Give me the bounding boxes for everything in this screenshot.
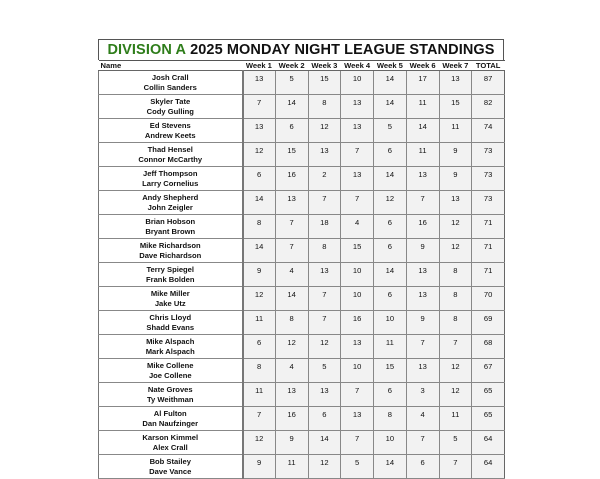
team-names bbox=[99, 95, 243, 119]
week-2-score: 7 bbox=[275, 215, 308, 239]
week-1-score: 11 bbox=[243, 311, 276, 335]
week-5-score: 6 bbox=[374, 287, 407, 311]
week-3-score: 18 bbox=[308, 215, 341, 239]
total-score: 82 bbox=[472, 95, 505, 119]
week-6-score: 13 bbox=[406, 287, 439, 311]
week-7-score: 9 bbox=[439, 167, 472, 191]
team-names bbox=[99, 287, 243, 311]
week-6-score: 13 bbox=[406, 263, 439, 287]
header-row bbox=[99, 61, 505, 71]
week-7-score: 12 bbox=[439, 383, 472, 407]
player-2-name: Connor McCarthy bbox=[138, 154, 203, 164]
week-6-score: 17 bbox=[406, 71, 439, 95]
week-7-score: 11 bbox=[439, 407, 472, 431]
week-3-score: 8 bbox=[308, 95, 341, 119]
player-1-name: Brian Hobson bbox=[145, 217, 196, 226]
week-2-score: 11 bbox=[275, 455, 308, 479]
total-score: 73 bbox=[472, 143, 505, 167]
week-6-score: 7 bbox=[406, 335, 439, 359]
week-1-score: 12 bbox=[243, 143, 276, 167]
team-names bbox=[99, 143, 243, 167]
table-row bbox=[99, 119, 505, 143]
week-1-score: 14 bbox=[243, 239, 276, 263]
table-row bbox=[99, 95, 505, 119]
week-1-score: 11 bbox=[243, 383, 276, 407]
player-2-name: Shadd Evans bbox=[146, 322, 195, 332]
week-7-score: 12 bbox=[439, 215, 472, 239]
week-2-score: 16 bbox=[275, 167, 308, 191]
week-3-score: 15 bbox=[308, 71, 341, 95]
week-7-score: 8 bbox=[439, 311, 472, 335]
week-5-score: 15 bbox=[374, 359, 407, 383]
week-2-score: 12 bbox=[275, 335, 308, 359]
team-names bbox=[99, 71, 243, 95]
week-5-score: 14 bbox=[374, 95, 407, 119]
week-4-score: 15 bbox=[341, 239, 374, 263]
week-5-score: 14 bbox=[374, 455, 407, 479]
player-1-name: Bob Stailey bbox=[149, 457, 191, 466]
player-2-name: Larry Cornelius bbox=[142, 178, 199, 188]
total-score: 74 bbox=[472, 119, 505, 143]
week-1-score: 14 bbox=[243, 191, 276, 215]
player-2-name: Dave Richardson bbox=[139, 250, 202, 260]
player-2-name: Mark Alspach bbox=[145, 346, 195, 356]
table-row bbox=[99, 407, 505, 431]
week-2-score: 6 bbox=[275, 119, 308, 143]
week-3-score: 13 bbox=[308, 143, 341, 167]
week-5-score: 5 bbox=[374, 119, 407, 143]
total-score: 64 bbox=[472, 455, 505, 479]
header-name: Name bbox=[99, 61, 243, 71]
player-1-name: Mike Miller bbox=[150, 289, 190, 298]
total-score: 65 bbox=[472, 383, 505, 407]
week-1-score: 13 bbox=[243, 119, 276, 143]
week-5-score: 6 bbox=[374, 383, 407, 407]
week-6-score: 4 bbox=[406, 407, 439, 431]
week-2-score: 4 bbox=[275, 263, 308, 287]
week-7-score: 7 bbox=[439, 335, 472, 359]
week-1-score: 8 bbox=[243, 215, 276, 239]
total-score: 69 bbox=[472, 311, 505, 335]
table-row bbox=[99, 383, 505, 407]
week-4-score: 13 bbox=[341, 119, 374, 143]
player-1-name: Mike Alspach bbox=[146, 337, 195, 346]
total-score: 67 bbox=[472, 359, 505, 383]
team-names bbox=[99, 383, 243, 407]
week-7-score: 15 bbox=[439, 95, 472, 119]
week-3-score: 5 bbox=[308, 359, 341, 383]
week-3-score: 14 bbox=[308, 431, 341, 455]
team-names bbox=[99, 119, 243, 143]
week-6-score: 7 bbox=[406, 431, 439, 455]
week-2-score: 13 bbox=[275, 191, 308, 215]
team-names bbox=[99, 407, 243, 431]
player-2-name: Dave Vance bbox=[149, 466, 192, 476]
week-4-score: 10 bbox=[341, 359, 374, 383]
page-title bbox=[98, 39, 504, 60]
week-3-score: 2 bbox=[308, 167, 341, 191]
week-3-score: 12 bbox=[308, 455, 341, 479]
week-2-score: 16 bbox=[275, 407, 308, 431]
team-names bbox=[99, 431, 243, 455]
standings-sheet bbox=[98, 39, 504, 479]
week-6-score: 11 bbox=[406, 95, 439, 119]
week-1-score: 12 bbox=[243, 431, 276, 455]
player-1-name: Jeff Thompson bbox=[143, 169, 198, 178]
week-5-score: 14 bbox=[374, 263, 407, 287]
header-week-6: Week 6 bbox=[406, 61, 439, 71]
week-3-score: 13 bbox=[308, 383, 341, 407]
week-6-score: 9 bbox=[406, 311, 439, 335]
week-7-score: 13 bbox=[439, 71, 472, 95]
player-2-name: Alex Crall bbox=[152, 442, 188, 452]
week-3-score: 12 bbox=[308, 119, 341, 143]
week-4-score: 13 bbox=[341, 167, 374, 191]
total-score: 73 bbox=[472, 167, 505, 191]
header-week-3: Week 3 bbox=[308, 61, 341, 71]
week-4-score: 7 bbox=[341, 143, 374, 167]
week-3-score: 7 bbox=[308, 191, 341, 215]
week-7-score: 13 bbox=[439, 191, 472, 215]
total-score: 65 bbox=[472, 407, 505, 431]
header-total: TOTAL bbox=[472, 61, 505, 71]
week-6-score: 14 bbox=[406, 119, 439, 143]
week-1-score: 7 bbox=[243, 95, 276, 119]
team-names bbox=[99, 311, 243, 335]
week-7-score: 12 bbox=[439, 239, 472, 263]
table-row bbox=[99, 215, 505, 239]
week-3-score: 8 bbox=[308, 239, 341, 263]
total-score: 71 bbox=[472, 263, 505, 287]
team-names bbox=[99, 215, 243, 239]
week-6-score: 9 bbox=[406, 239, 439, 263]
player-2-name: Andrew Keets bbox=[144, 130, 196, 140]
player-1-name: Terry Spiegel bbox=[146, 265, 195, 274]
week-4-score: 13 bbox=[341, 95, 374, 119]
table-row bbox=[99, 431, 505, 455]
week-6-score: 6 bbox=[406, 455, 439, 479]
player-1-name: Skyler Tate bbox=[150, 97, 191, 106]
week-6-score: 7 bbox=[406, 191, 439, 215]
week-7-score: 8 bbox=[439, 287, 472, 311]
player-2-name: John Zeigler bbox=[147, 202, 193, 212]
week-2-score: 9 bbox=[275, 431, 308, 455]
header-week-2: Week 2 bbox=[275, 61, 308, 71]
week-4-score: 7 bbox=[341, 431, 374, 455]
week-4-score: 13 bbox=[341, 335, 374, 359]
week-7-score: 8 bbox=[439, 263, 472, 287]
team-names bbox=[99, 455, 243, 479]
table-row bbox=[99, 71, 505, 95]
team-names bbox=[99, 239, 243, 263]
header-week-4: Week 4 bbox=[341, 61, 374, 71]
player-2-name: Bryant Brown bbox=[145, 226, 196, 236]
table-row bbox=[99, 143, 505, 167]
table-row bbox=[99, 263, 505, 287]
week-6-score: 16 bbox=[406, 215, 439, 239]
week-3-score: 7 bbox=[308, 311, 341, 335]
week-2-score: 4 bbox=[275, 359, 308, 383]
table-row bbox=[99, 359, 505, 383]
player-1-name: Karson Kimmel bbox=[142, 433, 199, 442]
week-5-score: 14 bbox=[374, 167, 407, 191]
total-score: 70 bbox=[472, 287, 505, 311]
week-2-score: 8 bbox=[275, 311, 308, 335]
standings-table bbox=[98, 60, 505, 479]
week-5-score: 6 bbox=[374, 215, 407, 239]
week-7-score: 11 bbox=[439, 119, 472, 143]
table-row bbox=[99, 311, 505, 335]
total-score: 68 bbox=[472, 335, 505, 359]
week-5-score: 6 bbox=[374, 239, 407, 263]
table-row bbox=[99, 167, 505, 191]
total-score: 71 bbox=[472, 215, 505, 239]
player-2-name: Collin Sanders bbox=[143, 82, 197, 92]
week-5-score: 12 bbox=[374, 191, 407, 215]
week-4-score: 5 bbox=[341, 455, 374, 479]
total-score: 73 bbox=[472, 191, 505, 215]
header-week-5: Week 5 bbox=[374, 61, 407, 71]
table-row bbox=[99, 191, 505, 215]
player-2-name: Jake Utz bbox=[154, 298, 186, 308]
player-1-name: Mike Collene bbox=[147, 361, 194, 370]
week-2-score: 13 bbox=[275, 383, 308, 407]
player-2-name: Ty Weithman bbox=[146, 394, 194, 404]
player-1-name: Nate Groves bbox=[147, 385, 193, 394]
player-1-name: Chris Lloyd bbox=[149, 313, 192, 322]
week-1-score: 12 bbox=[243, 287, 276, 311]
player-1-name: Mike Richardson bbox=[139, 241, 201, 250]
week-5-score: 6 bbox=[374, 143, 407, 167]
week-4-score: 16 bbox=[341, 311, 374, 335]
week-7-score: 5 bbox=[439, 431, 472, 455]
table-row bbox=[99, 239, 505, 263]
week-1-score: 6 bbox=[243, 335, 276, 359]
team-names bbox=[99, 167, 243, 191]
team-names bbox=[99, 335, 243, 359]
header-week-7: Week 7 bbox=[439, 61, 472, 71]
week-7-score: 9 bbox=[439, 143, 472, 167]
player-1-name: Thad Hensel bbox=[147, 145, 193, 154]
player-2-name: Cody Gulling bbox=[146, 106, 194, 116]
week-7-score: 12 bbox=[439, 359, 472, 383]
title-text: 2025 MONDAY NIGHT LEAGUE STANDINGS bbox=[190, 42, 495, 58]
week-4-score: 10 bbox=[341, 263, 374, 287]
player-2-name: Frank Bolden bbox=[145, 274, 195, 284]
week-4-score: 10 bbox=[341, 287, 374, 311]
week-1-score: 13 bbox=[243, 71, 276, 95]
week-1-score: 6 bbox=[243, 167, 276, 191]
player-2-name: Dan Naufzinger bbox=[142, 418, 199, 428]
week-3-score: 7 bbox=[308, 287, 341, 311]
week-3-score: 6 bbox=[308, 407, 341, 431]
week-2-score: 7 bbox=[275, 239, 308, 263]
week-5-score: 14 bbox=[374, 71, 407, 95]
player-1-name: Ed Stevens bbox=[149, 121, 191, 130]
total-score: 71 bbox=[472, 239, 505, 263]
total-score: 87 bbox=[472, 71, 505, 95]
team-names bbox=[99, 191, 243, 215]
header-week-1: Week 1 bbox=[243, 61, 276, 71]
week-5-score: 10 bbox=[374, 311, 407, 335]
table-row bbox=[99, 335, 505, 359]
week-5-score: 8 bbox=[374, 407, 407, 431]
week-1-score: 7 bbox=[243, 407, 276, 431]
player-2-name: Joe Collene bbox=[148, 370, 192, 380]
week-4-score: 4 bbox=[341, 215, 374, 239]
week-4-score: 13 bbox=[341, 407, 374, 431]
division-label: DIVISION A bbox=[107, 42, 187, 58]
total-score: 64 bbox=[472, 431, 505, 455]
week-2-score: 14 bbox=[275, 95, 308, 119]
week-5-score: 10 bbox=[374, 431, 407, 455]
player-1-name: Andy Shepherd bbox=[142, 193, 199, 202]
week-1-score: 8 bbox=[243, 359, 276, 383]
week-1-score: 9 bbox=[243, 455, 276, 479]
week-2-score: 15 bbox=[275, 143, 308, 167]
week-2-score: 14 bbox=[275, 287, 308, 311]
week-4-score: 10 bbox=[341, 71, 374, 95]
table-row bbox=[99, 455, 505, 479]
week-1-score: 9 bbox=[243, 263, 276, 287]
week-2-score: 5 bbox=[275, 71, 308, 95]
week-7-score: 7 bbox=[439, 455, 472, 479]
week-5-score: 11 bbox=[374, 335, 407, 359]
week-6-score: 13 bbox=[406, 359, 439, 383]
table-row bbox=[99, 287, 505, 311]
player-1-name: Al Fulton bbox=[153, 409, 187, 418]
week-6-score: 3 bbox=[406, 383, 439, 407]
team-names bbox=[99, 263, 243, 287]
week-6-score: 11 bbox=[406, 143, 439, 167]
player-1-name: Josh Crall bbox=[151, 73, 189, 82]
week-3-score: 12 bbox=[308, 335, 341, 359]
week-3-score: 13 bbox=[308, 263, 341, 287]
week-4-score: 7 bbox=[341, 383, 374, 407]
week-6-score: 13 bbox=[406, 167, 439, 191]
week-4-score: 7 bbox=[341, 191, 374, 215]
team-names bbox=[99, 359, 243, 383]
